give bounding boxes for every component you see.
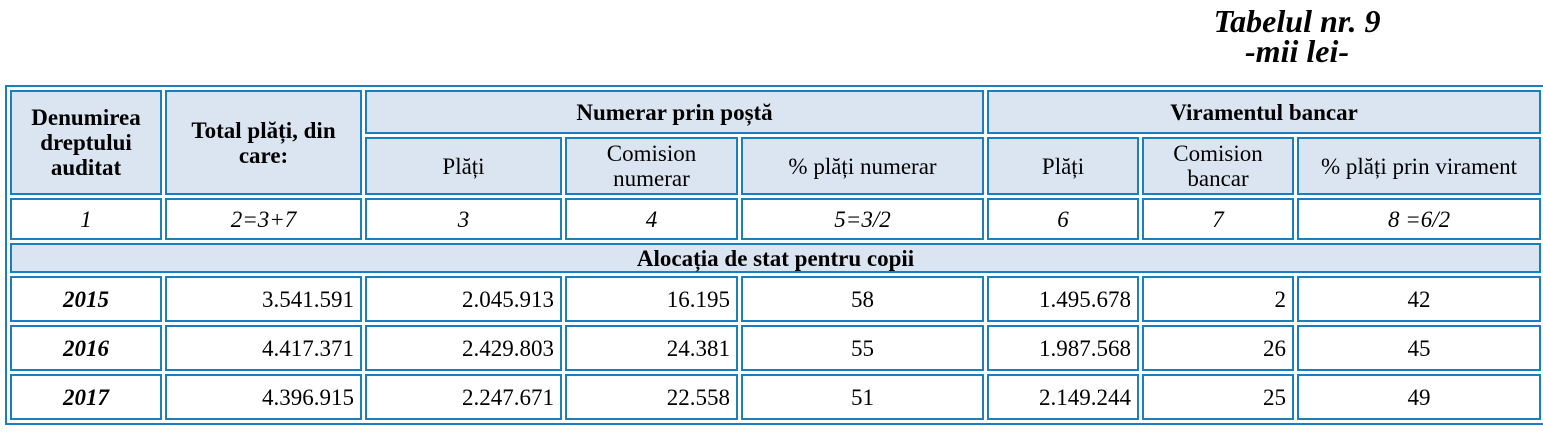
header-vir-comision: Comision bancar [1142, 137, 1294, 195]
posta-comision-cell: 22.558 [565, 374, 738, 420]
vir-comision-cell: 25 [1142, 374, 1294, 420]
header-vir-plati: Plăți [987, 137, 1139, 195]
vir-comision-cell: 2 [1142, 276, 1294, 322]
posta-percent-cell: 51 [741, 374, 984, 420]
table-number: Tabelul nr. 9 [1213, 3, 1381, 39]
header-total-plati: Total plăți, din care: [165, 90, 362, 195]
vir-percent-cell: 49 [1297, 374, 1541, 420]
header-drept-auditat: Denumirea dreptului auditat [10, 90, 162, 195]
vir-plati-cell: 1.495.678 [987, 276, 1139, 322]
header-vir-percent: % plăți prin virament [1297, 137, 1541, 195]
posta-comision-cell: 24.381 [565, 325, 738, 371]
header-posta-comision: Comision numerar [565, 137, 738, 195]
vir-percent-cell: 45 [1297, 325, 1541, 371]
total-cell: 4.396.915 [165, 374, 362, 420]
posta-plati-cell: 2.247.671 [365, 374, 562, 420]
posta-percent-cell: 55 [741, 325, 984, 371]
vir-plati-cell: 1.987.568 [987, 325, 1139, 371]
unit-label: -mii lei- [1245, 33, 1349, 69]
header-posta-percent: % plăți numerar [741, 137, 984, 195]
header-posta-plati: Plăți [365, 137, 562, 195]
payments-table [5, 85, 1543, 425]
index-cell: 3 [365, 198, 562, 240]
table-row [10, 276, 1541, 322]
vir-plati-cell: 2.149.244 [987, 374, 1139, 420]
posta-plati-cell: 2.045.913 [365, 276, 562, 322]
vir-comision-cell: 26 [1142, 325, 1294, 371]
posta-plati-cell: 2.429.803 [365, 325, 562, 371]
posta-percent-cell: 58 [741, 276, 984, 322]
index-cell: 7 [1142, 198, 1294, 240]
year-cell: 2016 [10, 325, 162, 371]
table-row [10, 374, 1541, 420]
posta-comision-cell: 16.195 [565, 276, 738, 322]
index-cell: 8 =6/2 [1297, 198, 1541, 240]
section-title: Alocația de stat pentru copii [10, 243, 1541, 273]
year-cell: 2017 [10, 374, 162, 420]
total-cell: 4.417.371 [165, 325, 362, 371]
total-cell: 3.541.591 [165, 276, 362, 322]
vir-percent-cell: 42 [1297, 276, 1541, 322]
index-cell: 1 [10, 198, 162, 240]
index-cell: 5=3/2 [741, 198, 984, 240]
column-index-row [10, 198, 1541, 240]
header-numerar-posta: Numerar prin poștă [365, 90, 984, 134]
index-cell: 6 [987, 198, 1139, 240]
index-cell: 2=3+7 [165, 198, 362, 240]
index-cell: 4 [565, 198, 738, 240]
table-row [10, 325, 1541, 371]
header-virament-bancar: Viramentul bancar [987, 90, 1541, 134]
table-caption [1137, 3, 1457, 69]
year-cell: 2015 [10, 276, 162, 322]
